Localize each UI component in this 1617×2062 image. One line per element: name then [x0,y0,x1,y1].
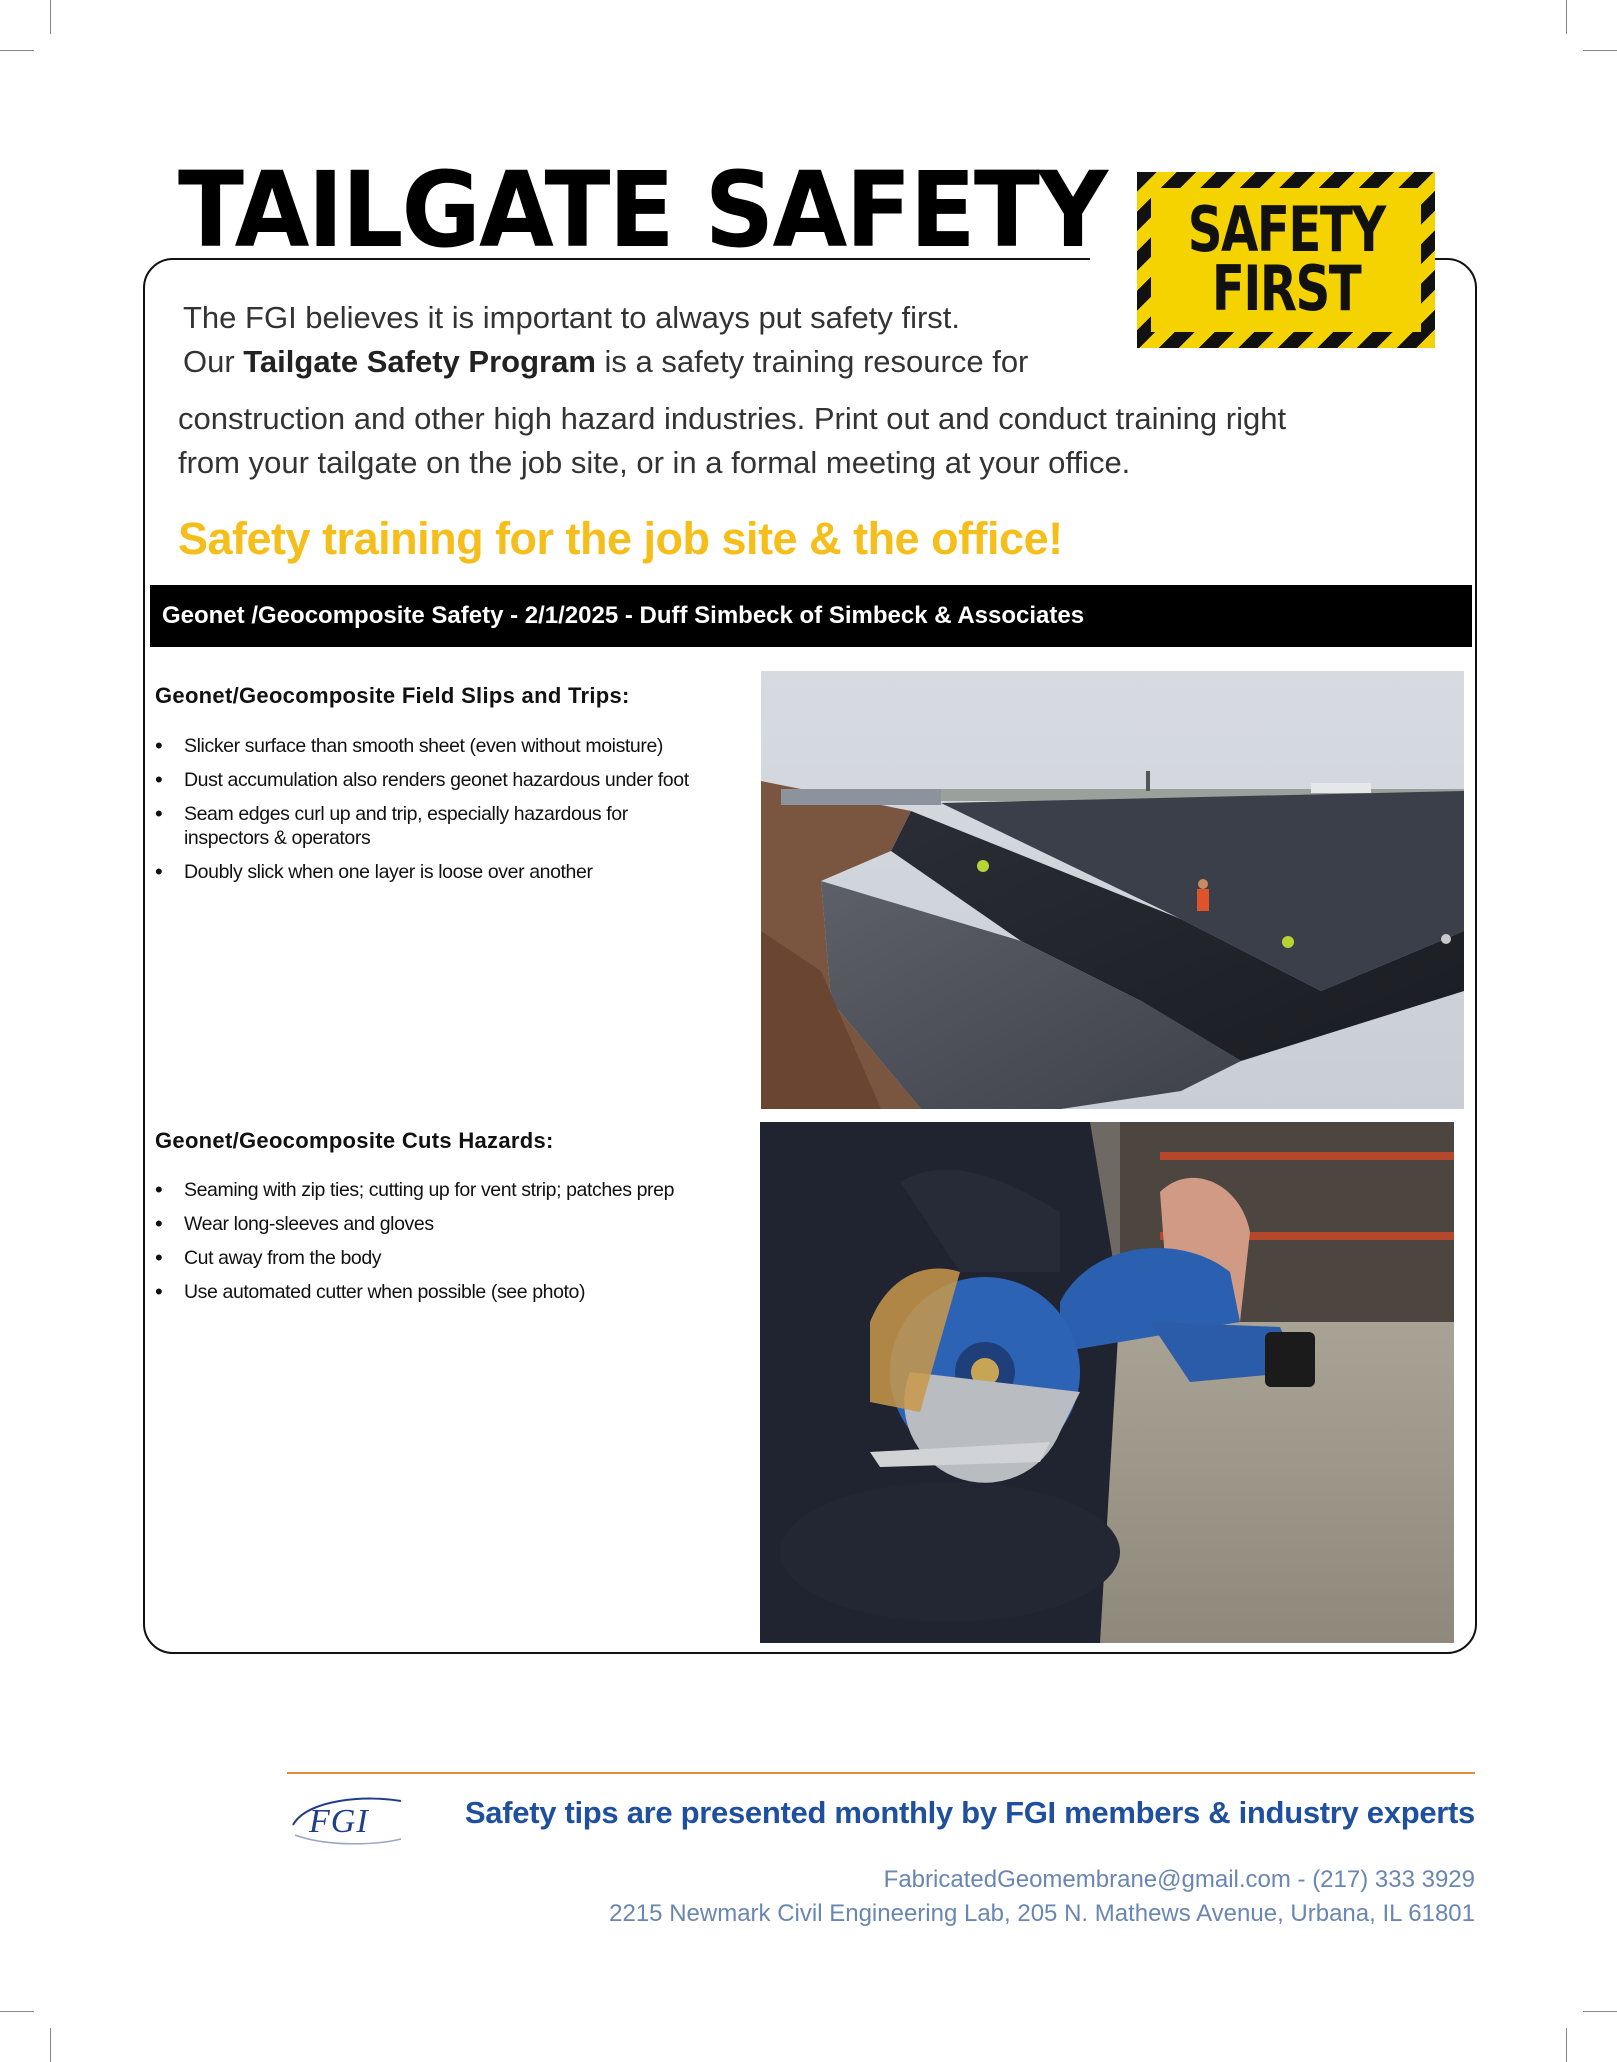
crop-mark [50,0,51,34]
intro-line-1: The FGI believes it is important to always put safety first. [183,300,961,335]
crop-mark [1583,2011,1617,2012]
crop-mark [50,2028,51,2062]
footer-rule [287,1772,1475,1774]
contact-address: 2215 Newmark Civil Engineering Lab, 205 N. Mathews Avenue, Urbana, IL 61801 [609,1900,1475,1927]
intro-line-2-prefix: Our [183,344,244,379]
intro-line-2 [183,340,1028,384]
crop-mark [0,50,34,51]
intro-line-2-suffix: is a safety training resource for [595,344,1029,379]
badge-inner [1151,188,1421,332]
list-item: • Seam edges curl up and trip, especially hazardous for inspectors & operators [155,802,704,850]
crop-mark [1583,50,1617,51]
automated-cutter-photo [760,1122,1454,1643]
section-heading-slips: Geonet/Geocomposite Field Slips and Trips: [155,683,630,708]
list-item: • Seaming with zip ties; cutting up for vent strip; patches prep [155,1178,755,1202]
topic-bar: Geonet /Geocomposite Safety - 2/1/2025 - Duff Simbeck of Simbeck & Associates [150,585,1472,647]
badge-line-2: FIRST [1211,252,1361,325]
tagline: Safety training for the job site & the office! [178,513,1063,564]
crop-mark [1566,0,1567,34]
geonet-site-photo [761,671,1464,1109]
list-item: • Use automated cutter when possible (see photo) [155,1280,755,1304]
contact-email-phone: FabricatedGeomembrane@gmail.com - (217) 333 3929 [883,1866,1475,1893]
cuts-bullet-list [155,1178,755,1314]
intro-line-4: from your tailgate on the job site, or in a formal meeting at your office. [178,445,1131,480]
crop-mark [1566,2028,1567,2062]
badge-line-1: SAFETY [1187,193,1385,267]
section-heading-cuts: Geonet/Geocomposite Cuts Hazards: [155,1128,554,1153]
fgi-logo-text: FGI [309,1803,369,1840]
list-item: • Slicker surface than smooth sheet (even without moisture) [155,734,755,758]
safety-first-badge [1137,172,1435,348]
list-item: • Cut away from the body [155,1246,755,1270]
slips-bullet-list [155,734,755,894]
list-item: • Wear long-sleeves and gloves [155,1212,755,1236]
page-title: TAILGATE SAFETY [178,149,1107,271]
intro-line-3: construction and other high hazard industries. Print out and conduct training right [178,401,1287,436]
fgi-logo [287,1795,407,1851]
list-item: • Dust accumulation also renders geonet hazardous under foot [155,768,755,792]
crop-mark [0,2011,34,2012]
program-name: Tailgate Safety Program [243,344,596,379]
footer-tagline: Safety tips are presented monthly by FGI members & industry experts [464,1795,1475,1830]
list-item: • Doubly slick when one layer is loose over another [155,860,755,884]
